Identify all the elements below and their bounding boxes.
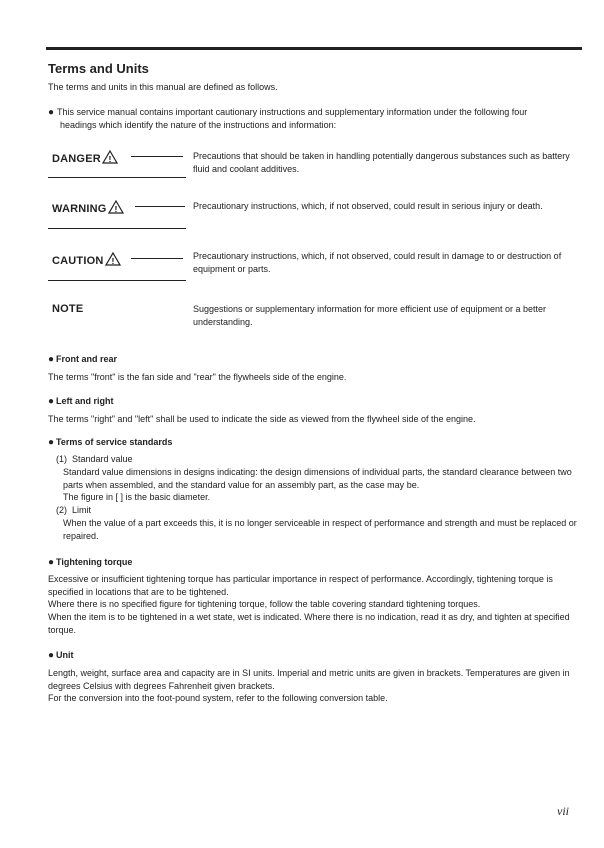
unit-heading: ● Unit — [48, 650, 74, 661]
left-right-heading: ● Left and right — [48, 396, 114, 407]
front-rear-heading: ● Front and rear — [48, 354, 118, 365]
warning-leader-line — [135, 206, 185, 207]
headings-bullet — [48, 106, 582, 132]
torque-text-3: When the item is to be tightened in a wet state, wet is indicated. Where there is no indication, read it as dry, and tighten at specified torque. — [48, 612, 570, 635]
danger-heading: DANGER ! — [52, 150, 118, 165]
page-number: vii — [557, 804, 569, 818]
intro-text: The terms and units in this manual are defined as follows. — [48, 82, 278, 92]
unit-text-2: For the conversion into the foot-pound system, refer to the following conversion table. — [48, 693, 388, 703]
bullet-icon: ● — [48, 557, 55, 568]
standard-value-text: Standard value dimensions in designs indicating: the design dimensions of individual parts, the standard clearance between two parts when assembled, and the standard value for an assembly part, as the case may be. — [63, 467, 572, 490]
caution-leader-line — [131, 258, 183, 259]
bullet-icon: ● — [48, 107, 55, 118]
bullet-text-line2: headings which identify the nature of the instructions and information: — [60, 120, 337, 130]
bullet-text-line1: This service manual contains important cautionary instructions and supplementary information under the following four — [57, 107, 528, 117]
caution-heading: CAUTION ! — [52, 252, 121, 267]
standard-value-item: (1) Standard value — [56, 454, 133, 464]
svg-text:!: ! — [108, 155, 112, 164]
warning-description: Precautionary instructions, which, if not observed, could result in serious injury or death. — [193, 201, 543, 211]
svg-text:!: ! — [114, 205, 118, 214]
top-rule — [46, 47, 582, 50]
note-heading: NOTE — [52, 303, 84, 315]
danger-leader-line — [131, 156, 183, 157]
warning-heading: WARNING ! — [52, 200, 124, 215]
limit-text: When the value of a part exceeds this, it is no longer serviceable in respect of performance and strength and must be replaced or repaired. — [63, 518, 577, 541]
caution-description: Precautionary instructions, which, if not observed, could result in damage to or destruction of equipment or parts. — [193, 251, 562, 274]
tightening-torque-heading: ● Tightening torque — [48, 557, 133, 568]
svg-text:!: ! — [111, 257, 114, 266]
bullet-icon: ● — [48, 396, 55, 407]
warning-underline — [48, 228, 186, 229]
bullet-icon: ● — [48, 354, 55, 365]
note-description: Suggestions or supplementary information for more efficient use of equipment or a better understanding. — [193, 304, 547, 327]
warning-triangle-icon — [102, 150, 118, 164]
unit-text-1: Length, weight, surface area and capacity are in SI units. Imperial and metric units are given in brackets. Temperatures are given in degrees Celsius with degrees Fahrenheit given brackets. — [48, 668, 570, 691]
front-rear-text: The terms "front" is the fan side and "rear" the flywheels side of the engine. — [48, 372, 347, 382]
warning-triangle-icon — [105, 252, 121, 266]
service-standards-heading: ● Terms of service standards — [48, 437, 173, 448]
danger-description: Precautions that should be taken in handling potentially dangerous substances such as battery fluid and coolant additives. — [193, 151, 570, 174]
standard-value-note: The figure in [ ] is the basic diameter. — [63, 492, 211, 502]
caution-underline — [48, 280, 186, 281]
torque-text-1: Excessive or insufficient tightening torque has particular importance in respect of performance. Accordingly, tightening torque is specified in locations that are to be tightened. — [48, 574, 553, 597]
limit-item: (2) Limit — [56, 505, 92, 515]
bullet-icon: ● — [48, 650, 55, 661]
warning-triangle-icon — [108, 200, 124, 214]
page-title: Terms and Units — [48, 61, 149, 76]
bullet-icon: ● — [48, 437, 55, 448]
danger-underline — [48, 177, 186, 178]
left-right-text: The terms "right" and "left" shall be used to indicate the side as viewed from the flywheel side of the engine. — [48, 414, 476, 424]
torque-text-2: Where there is no specified figure for tightening torque, follow the table covering standard tightening torques. — [48, 599, 481, 609]
